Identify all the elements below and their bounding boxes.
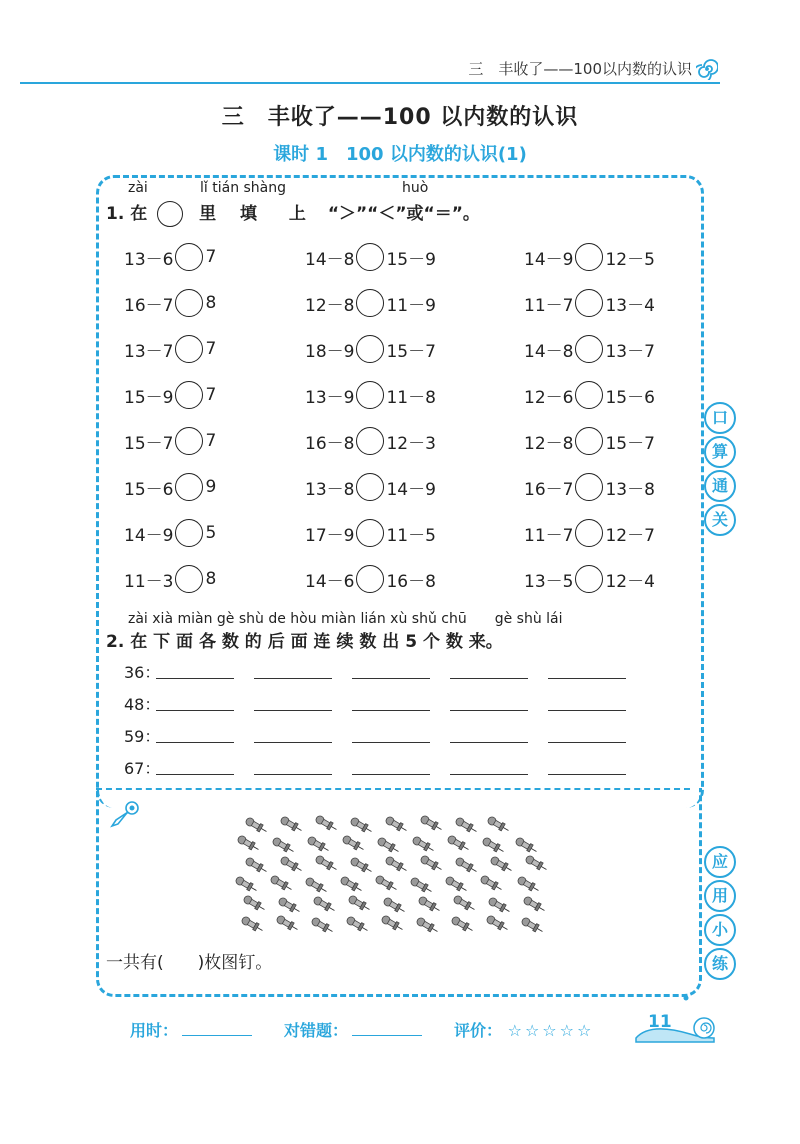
pushpin-icon xyxy=(350,817,374,835)
comparison-item xyxy=(524,288,655,318)
right-expression: 12－5 xyxy=(605,249,655,270)
pushpin-icon xyxy=(521,917,545,935)
time-used xyxy=(130,1018,252,1041)
start-number: 48： xyxy=(124,695,161,714)
pushpin-icon xyxy=(237,835,261,853)
comparison-item xyxy=(124,426,216,456)
left-expression: 15－6 xyxy=(124,479,174,500)
comparison-item xyxy=(124,472,216,502)
side-tab-suan: 算 xyxy=(704,436,736,468)
right-expression: 7 xyxy=(205,385,217,405)
comparison-item xyxy=(305,288,436,318)
side-tab-guan: 关 xyxy=(704,504,736,536)
pushpin-icon xyxy=(486,915,510,933)
answer-blank[interactable] xyxy=(548,678,626,679)
left-expression: 14－9 xyxy=(524,249,574,270)
answer-circle[interactable] xyxy=(356,381,384,409)
right-expression: 5 xyxy=(205,523,217,543)
right-expression: 15－7 xyxy=(605,433,655,454)
answer-circle[interactable] xyxy=(575,519,603,547)
answer-circle[interactable] xyxy=(356,289,384,317)
right-expression: 11－9 xyxy=(386,295,436,316)
answer-circle[interactable] xyxy=(575,427,603,455)
right-expression: 15－7 xyxy=(386,341,436,362)
left-expression: 14－8 xyxy=(524,341,574,362)
answer-blank[interactable] xyxy=(156,742,234,743)
pushpin-icon xyxy=(490,856,514,874)
right-expression: 13－8 xyxy=(605,479,655,500)
answer-blank[interactable] xyxy=(450,710,528,711)
pushpin-badge-icon xyxy=(106,800,140,830)
answer-blank[interactable] xyxy=(450,678,528,679)
right-expression: 8 xyxy=(205,569,217,589)
pushpin-icon xyxy=(488,897,512,915)
left-expression: 16－7 xyxy=(124,295,174,316)
pushpin-icon xyxy=(280,856,304,874)
running-header-title: 三 丰收了——100以内数的认识 xyxy=(468,60,692,78)
pushpin-icon xyxy=(315,855,339,873)
comparison-item xyxy=(124,334,216,364)
answer-circle[interactable] xyxy=(575,335,603,363)
comparison-item xyxy=(524,564,655,594)
running-header xyxy=(20,56,720,84)
pushpin-icon xyxy=(515,837,539,855)
answer-circle[interactable] xyxy=(575,381,603,409)
page-title: 三 丰收了——100 以内数的认识 xyxy=(221,105,579,130)
pushpin-icon xyxy=(311,917,335,935)
pushpin-icon xyxy=(412,836,436,854)
right-expression: 8 xyxy=(205,293,217,313)
pushpin-icon xyxy=(381,915,405,933)
comparison-item xyxy=(305,426,436,456)
answer-circle[interactable] xyxy=(356,519,384,547)
answer-circle[interactable] xyxy=(356,565,384,593)
page-number: 11 xyxy=(648,1012,672,1032)
pushpin-icon xyxy=(482,837,506,855)
left-expression: 14－6 xyxy=(305,571,355,592)
right-expression: 7 xyxy=(205,339,217,359)
left-expression: 13－7 xyxy=(124,341,174,362)
pinyin-huo: huò xyxy=(402,180,429,196)
answer-circle[interactable] xyxy=(175,519,203,547)
answer-circle[interactable] xyxy=(175,243,203,271)
answer-blank[interactable] xyxy=(254,710,332,711)
pushpin-icon xyxy=(245,857,269,875)
left-expression: 13－6 xyxy=(124,249,174,270)
right-expression: 12－3 xyxy=(386,433,436,454)
side-tab-xiao: 小 xyxy=(704,914,736,946)
question-1-word-shang: 上 xyxy=(288,204,306,224)
question-2: 2. 在 下 面 各 数 的 后 面 连 续 数 出 5 个 数 来。 xyxy=(106,632,503,652)
pushpin-icon xyxy=(487,816,511,834)
pushpin-count-answer[interactable]: 一共有( )枚图钉。 xyxy=(106,953,273,973)
pushpin-icon xyxy=(245,817,269,835)
left-expression: 16－8 xyxy=(305,433,355,454)
answer-blank[interactable] xyxy=(352,678,430,679)
left-expression: 13－9 xyxy=(305,387,355,408)
pushpin-icon xyxy=(480,875,504,893)
pushpin-icon xyxy=(350,857,374,875)
pushpin-icon xyxy=(451,916,475,934)
comparison-item xyxy=(124,518,216,548)
side-tab-kou: 口 xyxy=(704,402,736,434)
pushpin-icon xyxy=(525,855,549,873)
answer-blank[interactable] xyxy=(450,742,528,743)
question-2-pinyin: zài xià miàn gè shù de hòu miàn lián xù shǔ chū gè shù lái xyxy=(128,611,563,627)
answer-circle[interactable] xyxy=(356,335,384,363)
pushpin-icon xyxy=(280,816,304,834)
answer-circle[interactable] xyxy=(175,381,203,409)
comparison-item xyxy=(305,564,436,594)
answer-blank[interactable] xyxy=(352,710,430,711)
comparison-item xyxy=(305,472,436,502)
right-expression: 14－9 xyxy=(386,479,436,500)
side-tab-lian: 练 xyxy=(704,948,736,980)
answer-blank[interactable] xyxy=(254,742,332,743)
pushpin-icon xyxy=(307,836,331,854)
right-expression: 9 xyxy=(205,477,217,497)
pushpin-icon xyxy=(235,876,259,894)
answer-blank[interactable] xyxy=(548,710,626,711)
answer-circle[interactable] xyxy=(575,243,603,271)
pushpin-icon xyxy=(272,837,296,855)
question-1-number: 1. xyxy=(106,204,125,224)
pushpin-icon xyxy=(305,877,329,895)
pushpin-icon xyxy=(418,896,442,914)
pushpin-icon xyxy=(276,915,300,933)
right-expression: 12－4 xyxy=(605,571,655,592)
pushpin-icon xyxy=(383,897,407,915)
error-count-blank[interactable] xyxy=(352,1021,422,1036)
time-used-blank[interactable] xyxy=(182,1021,252,1036)
answer-blank[interactable] xyxy=(254,774,332,775)
pushpin-icon xyxy=(313,896,337,914)
right-expression: 7 xyxy=(205,247,217,267)
right-expression: 11－8 xyxy=(386,387,436,408)
right-expression: 7 xyxy=(205,431,217,451)
left-expression: 15－7 xyxy=(124,433,174,454)
right-expression: 13－4 xyxy=(605,295,655,316)
comparison-item xyxy=(124,564,216,594)
pushpin-icon xyxy=(377,837,401,855)
pushpin-icon xyxy=(278,897,302,915)
side-tab-tong: 通 xyxy=(704,470,736,502)
pushpin-icon xyxy=(416,917,440,935)
pushpin-icon xyxy=(346,916,370,934)
left-expression: 16－7 xyxy=(524,479,574,500)
answer-blank[interactable] xyxy=(254,678,332,679)
answer-circle[interactable] xyxy=(175,335,203,363)
comparison-item xyxy=(524,380,655,410)
left-expression: 12－8 xyxy=(524,433,574,454)
left-expression: 13－5 xyxy=(524,571,574,592)
start-number: 59： xyxy=(124,727,161,746)
right-expression: 13－7 xyxy=(605,341,655,362)
question-1-word-tian: 填 xyxy=(239,204,257,224)
pushpin-icon xyxy=(342,835,366,853)
pushpin-icon xyxy=(340,876,364,894)
start-number: 36： xyxy=(124,663,161,682)
answer-blank[interactable] xyxy=(548,774,626,775)
right-expression: 15－6 xyxy=(605,387,655,408)
snail-mascot-icon xyxy=(630,994,720,1046)
comparison-item xyxy=(524,334,655,364)
left-expression: 14－9 xyxy=(124,525,174,546)
pushpin-icon xyxy=(348,895,372,913)
rating-stars[interactable]: ☆☆☆☆☆ xyxy=(507,1021,595,1040)
question-1-instruction: “＞”“＜”或“＝”。 xyxy=(327,204,480,224)
answer-circle[interactable] xyxy=(575,473,603,501)
answer-blank[interactable] xyxy=(156,774,234,775)
left-expression: 12－8 xyxy=(305,295,355,316)
right-expression: 16－8 xyxy=(386,571,436,592)
comparison-item xyxy=(124,288,216,318)
pushpin-icon xyxy=(385,816,409,834)
pushpin-icon xyxy=(455,857,479,875)
right-expression: 12－7 xyxy=(605,525,655,546)
pushpin-icon xyxy=(385,856,409,874)
comparison-item xyxy=(524,426,655,456)
pushpins-picture xyxy=(230,810,570,940)
comparison-item xyxy=(305,334,436,364)
comparison-item xyxy=(124,242,216,272)
rating-label: 评价： xyxy=(454,1021,503,1040)
left-expression: 11－3 xyxy=(124,571,174,592)
left-expression: 13－8 xyxy=(305,479,355,500)
pushpin-icon xyxy=(447,835,471,853)
spiral-icon xyxy=(696,58,718,80)
start-number: 67： xyxy=(124,759,161,778)
pushpin-icon xyxy=(243,895,267,913)
pushpin-icon xyxy=(453,895,477,913)
answer-circle[interactable] xyxy=(575,565,603,593)
comparison-item xyxy=(524,472,655,502)
question-1 xyxy=(106,199,480,227)
left-expression: 11－7 xyxy=(524,295,574,316)
answer-circle[interactable] xyxy=(175,473,203,501)
answer-blank[interactable] xyxy=(548,742,626,743)
pushpin-icon xyxy=(420,815,444,833)
circle-blank-icon xyxy=(157,201,183,227)
answer-blank[interactable] xyxy=(156,710,234,711)
left-expression: 18－9 xyxy=(305,341,355,362)
answer-blank[interactable] xyxy=(352,742,430,743)
left-expression: 17－9 xyxy=(305,525,355,546)
comparison-item xyxy=(524,242,655,272)
side-tab-yong: 用 xyxy=(704,880,736,912)
pushpin-icon xyxy=(375,875,399,893)
answer-circle[interactable] xyxy=(175,427,203,455)
right-expression: 15－9 xyxy=(386,249,436,270)
pinyin-li-tian-shang: lǐ tián shàng xyxy=(200,180,287,196)
left-expression: 14－8 xyxy=(305,249,355,270)
comparison-item xyxy=(524,518,655,548)
error-count xyxy=(284,1018,422,1041)
answer-blank[interactable] xyxy=(156,678,234,679)
error-count-label: 对错题： xyxy=(284,1021,349,1040)
pushpin-icon xyxy=(270,875,294,893)
question-1-word-li: 里 xyxy=(199,204,217,224)
answer-circle[interactable] xyxy=(575,289,603,317)
pushpin-icon xyxy=(410,877,434,895)
pushpin-icon xyxy=(517,876,541,894)
answer-circle[interactable] xyxy=(356,473,384,501)
question-1-word-zai: 在 xyxy=(130,204,148,224)
comparison-item xyxy=(305,242,436,272)
answer-blank[interactable] xyxy=(450,774,528,775)
side-tab-ying: 应 xyxy=(704,846,736,878)
comparison-item xyxy=(124,380,216,410)
left-expression: 15－9 xyxy=(124,387,174,408)
pushpin-icon xyxy=(420,855,444,873)
comparison-item xyxy=(305,380,436,410)
pushpin-icon xyxy=(523,896,547,914)
answer-circle[interactable] xyxy=(175,289,203,317)
pushpin-icon xyxy=(445,876,469,894)
pushpin-icon xyxy=(455,817,479,835)
comparison-item xyxy=(305,518,436,548)
left-expression: 11－7 xyxy=(524,525,574,546)
answer-blank[interactable] xyxy=(352,774,430,775)
pushpin-icon xyxy=(315,815,339,833)
pinyin-zai: zài xyxy=(128,180,148,196)
answer-circle[interactable] xyxy=(175,565,203,593)
right-expression: 11－5 xyxy=(386,525,436,546)
pushpin-icon xyxy=(241,916,265,934)
lesson-subtitle: 课时 1 100 以内数的认识(1) xyxy=(273,144,527,165)
left-expression: 12－6 xyxy=(524,387,574,408)
answer-circle[interactable] xyxy=(356,427,384,455)
time-used-label: 用时： xyxy=(130,1021,179,1040)
rating xyxy=(454,1018,594,1041)
answer-circle[interactable] xyxy=(356,243,384,271)
